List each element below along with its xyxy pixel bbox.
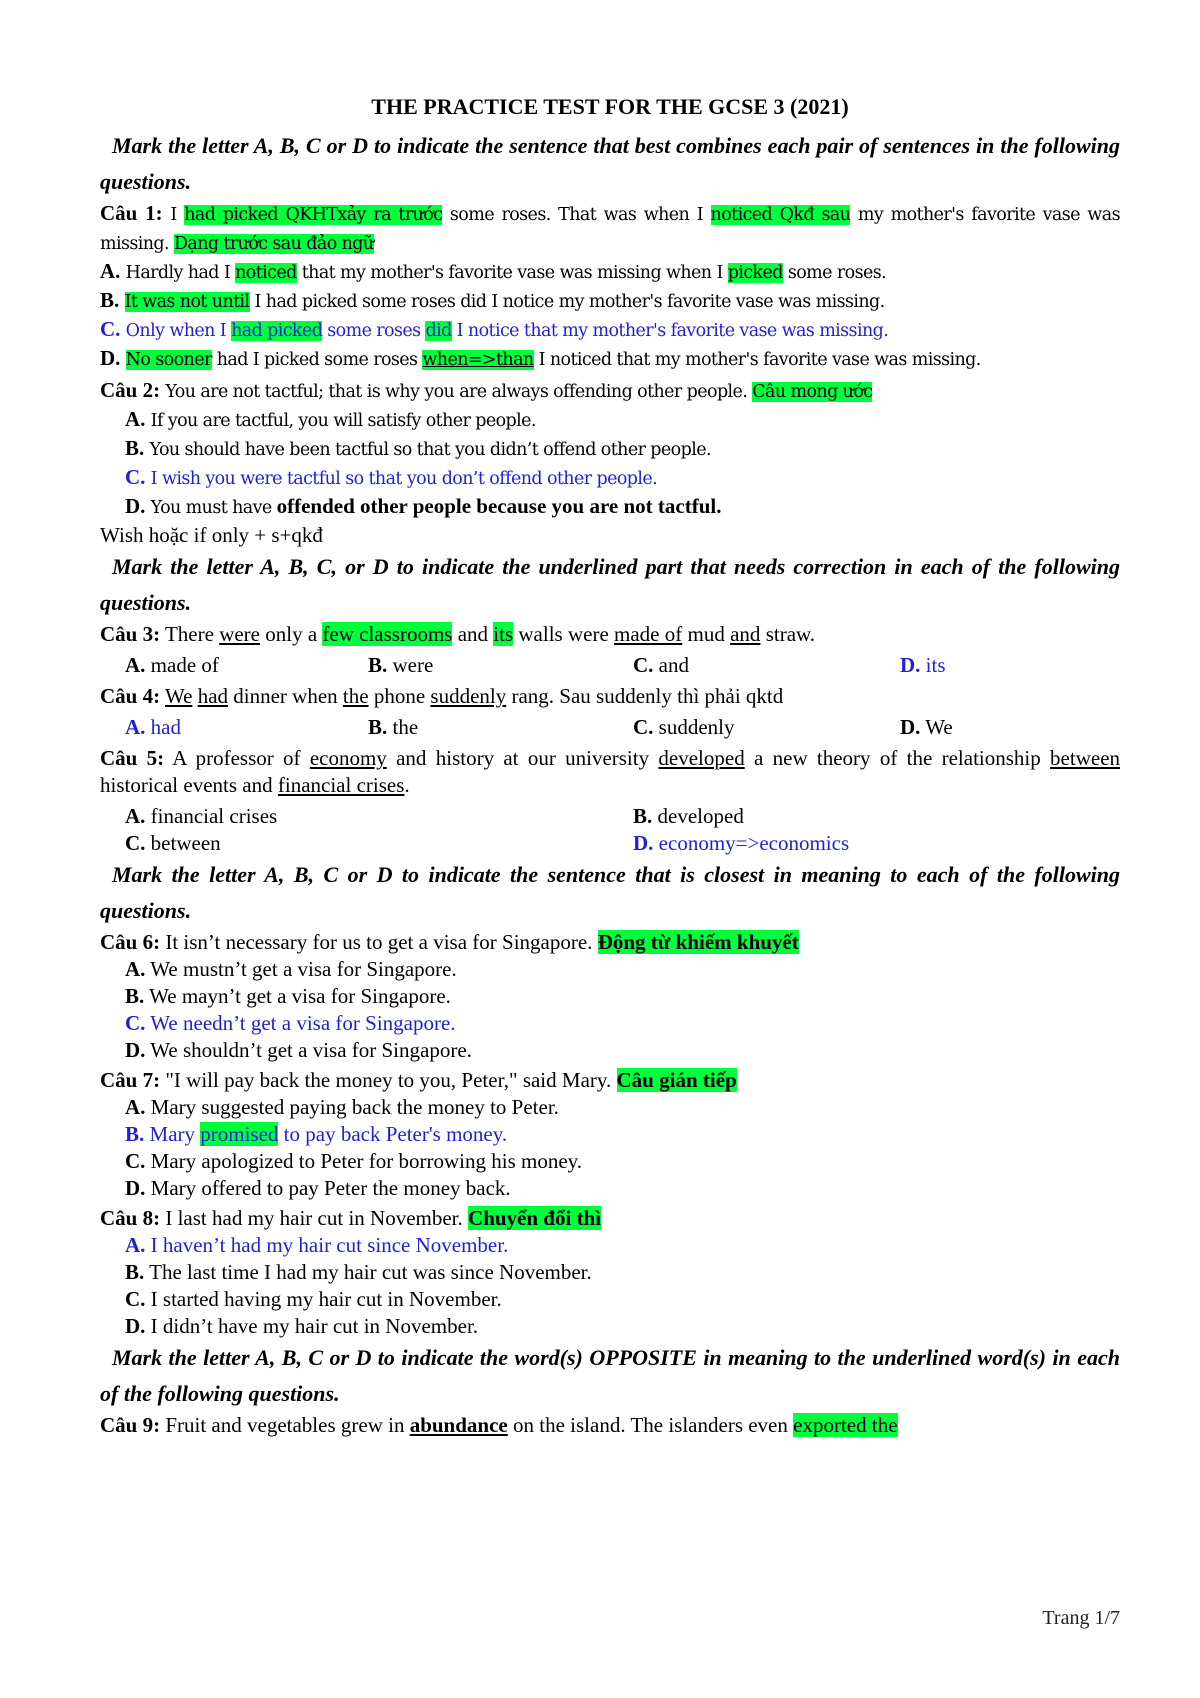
option-a: A. financial crises <box>125 804 278 828</box>
option-c-answer: C. I wish you were tactful so that you don’t offend other people. <box>125 465 658 489</box>
option-d-answer: D. its <box>900 653 946 677</box>
instruction-opposite: Mark the letter A, B, C or D to indicate the word(s) OPPOSITE in meaning to the underlined word(s) in each of the following questions. <box>100 1345 1120 1406</box>
option-a: A. We mustn’t get a visa for Singapore. <box>125 957 457 981</box>
question-2: Câu 2: You are not tactful; that is why you are always offending other people. Câu mong ước <box>100 378 873 402</box>
option-d: D. I didn’t have my hair cut in November. <box>125 1314 479 1338</box>
option-c: C. I started having my hair cut in November. <box>125 1287 502 1311</box>
instruction-closest: Mark the letter A, B, C or D to indicate the sentence that is closest in meaning to each of the following questions. <box>100 862 1120 923</box>
option-c: C. and <box>633 653 689 677</box>
option-d-answer: D. economy=>economics <box>633 831 850 855</box>
option-b: B. It was not until I had picked some roses did I notice my mother's favorite vase was missing. <box>100 288 885 312</box>
question-7: Câu 7: "I will pay back the money to you, Peter," said Mary. Câu gián tiếp <box>100 1068 737 1092</box>
highlight-note: Chuyển đổi thì <box>468 1206 602 1230</box>
instruction-correction: Mark the letter A, B, C, or D to indicate the underlined part that needs correction in each of the following questions. <box>100 554 1120 615</box>
page-number: Trang 1/7 <box>1042 1607 1120 1629</box>
highlight-note: had picked QKHTxảy ra trước <box>184 205 443 225</box>
highlight-note: exported the <box>793 1413 898 1437</box>
question-5: Câu 5: A professor of economy and history at our university developed a new theory of the relationship between historical events and financial crises. <box>100 746 1121 797</box>
option-c-answer: C. Only when I had picked some roses did I notice that my mother's favorite vase was missing. <box>100 317 889 341</box>
option-a: A. If you are tactful, you will satisfy other people. <box>125 407 536 431</box>
question-3: Câu 3: There were only a few classrooms and its walls were made of mud and straw. <box>100 622 816 646</box>
option-b: B. We mayn’t get a visa for Singapore. <box>125 984 451 1008</box>
option-d: D. Mary offered to pay Peter the money back. <box>125 1176 511 1200</box>
option-d: D. We shouldn’t get a visa for Singapore. <box>125 1038 472 1062</box>
highlight-note: noticed Qkđ sau <box>710 205 851 225</box>
option-d: D. No sooner had I picked some roses when=>than I noticed that my mother's favorite vase was missing. <box>100 346 981 370</box>
options-row <box>100 803 1120 830</box>
option-b-answer: B. Mary promised to pay back Peter's money. <box>125 1122 508 1146</box>
highlight-note: Dạng trước sau đảo ngữ <box>173 234 374 254</box>
option-b: B. the <box>368 715 419 739</box>
highlight-note: Câu gián tiếp <box>616 1068 737 1092</box>
question-4: Câu 4: We had dinner when the phone suddenly rang. Sau suddenly thì phải qktd <box>100 684 784 708</box>
question-1: Câu 1: I had picked QKHTxảy ra trước some roses. That was when I noticed Qkđ sau my mother's favorite vase was missing. Dạng trước sau đảo ngữ <box>100 201 1120 254</box>
option-b: B. were <box>368 653 434 677</box>
question-label: Câu 2: <box>100 378 161 402</box>
highlight-note: Động từ khiếm khuyết <box>597 930 799 954</box>
option-d: D. You must have offended other people because you are not tactful. <box>125 494 722 518</box>
option-b: B. developed <box>633 804 744 828</box>
option-a-answer: A. had <box>125 715 181 739</box>
option-b: B. The last time I had my hair cut was since November. <box>125 1260 592 1284</box>
option-c-answer: C. We needn’t get a visa for Singapore. <box>125 1011 456 1035</box>
option-a-answer: A. I haven’t had my hair cut since November. <box>125 1233 509 1257</box>
options-row <box>100 652 1120 679</box>
question-label: Câu 1: <box>100 201 163 225</box>
option-a: A. Hardly had I noticed that my mother's favorite vase was missing when I picked some roses. <box>100 259 887 283</box>
question-8: Câu 8: I last had my hair cut in November. Chuyển đổi thì <box>100 1206 602 1230</box>
option-a: A. Mary suggested paying back the money to Peter. <box>125 1095 559 1119</box>
option-c: C. between <box>125 831 221 855</box>
option-b: B. You should have been tactful so that you didn’t offend other people. <box>125 436 711 460</box>
option-c: C. Mary apologized to Peter for borrowing his money. <box>125 1149 583 1173</box>
option-c: C. suddenly <box>633 715 735 739</box>
option-a: A. made of <box>125 653 219 677</box>
instruction-combine: Mark the letter A, B, C or D to indicate the sentence that best combines each pair of sentences in the following questions. <box>100 133 1120 194</box>
options-row <box>100 830 1120 857</box>
option-d: D. We <box>900 715 953 739</box>
document-page <box>100 92 1120 1439</box>
grammar-note: Wish hoặc if only + s+qkđ <box>100 523 323 547</box>
options-row <box>100 714 1120 741</box>
page-title: THE PRACTICE TEST FOR THE GCSE 3 (2021) <box>371 94 849 119</box>
highlight-note: Câu mong ước <box>752 382 873 402</box>
question-6: Câu 6: It isn’t necessary for us to get a visa for Singapore. Động từ khiếm khuyết <box>100 930 799 954</box>
question-9: Câu 9: Fruit and vegetables grew in abundance on the island. The islanders even exported the <box>100 1413 898 1437</box>
